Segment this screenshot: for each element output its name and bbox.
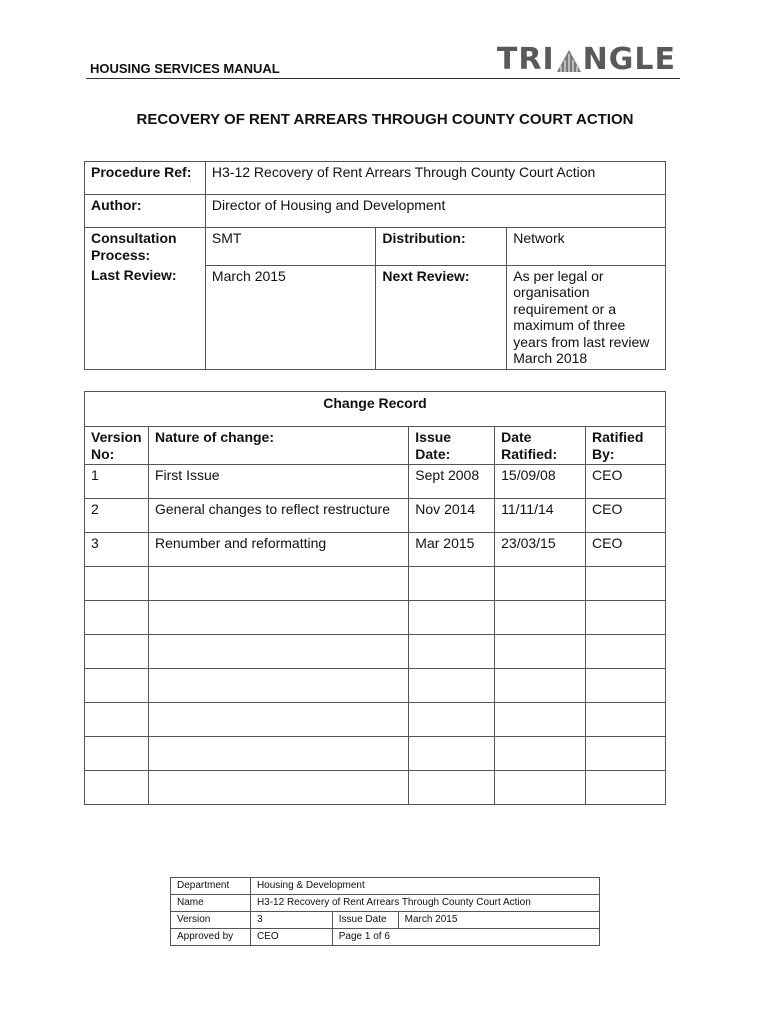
- next-review-value: As per legal or organisation requirement or a maximum of three years from last review March 2018: [507, 265, 666, 369]
- ratified-by-cell: CEO: [586, 465, 666, 499]
- empty-cell: [148, 601, 408, 635]
- date-ratified-cell: 15/09/08: [495, 465, 586, 499]
- consultation-value: SMT: [205, 228, 376, 266]
- department-label: Department: [171, 878, 251, 895]
- empty-cell: [409, 567, 495, 601]
- logo-triangle-icon: [556, 49, 582, 73]
- empty-row: [85, 601, 666, 635]
- next-review-label: Next Review:: [376, 265, 507, 369]
- footer-row-version: [171, 912, 600, 929]
- approved-by-value: CEO: [250, 929, 332, 946]
- empty-cell: [495, 703, 586, 737]
- empty-cell: [148, 635, 408, 669]
- department-value: Housing & Development: [250, 878, 599, 895]
- approved-by-label: Approved by: [171, 929, 251, 946]
- ratified-by-cell: CEO: [586, 499, 666, 533]
- date-ratified-cell: 23/03/15: [495, 533, 586, 567]
- logo-text-right: NGLE: [582, 42, 676, 77]
- empty-cell: [409, 737, 495, 771]
- meta-row-consultation: [85, 228, 666, 266]
- column-header: Version No:: [85, 427, 149, 465]
- empty-cell: [495, 737, 586, 771]
- empty-row: [85, 771, 666, 805]
- procedure-meta-table: [84, 161, 666, 370]
- change-record-table: [84, 391, 666, 805]
- nature-cell: Renumber and reformatting: [148, 533, 408, 567]
- version-label: Version: [171, 912, 251, 929]
- empty-cell: [85, 771, 149, 805]
- empty-row: [85, 635, 666, 669]
- empty-cell: [85, 567, 149, 601]
- empty-cell: [148, 771, 408, 805]
- empty-row: [85, 737, 666, 771]
- last-review-label: Last Review:: [85, 265, 206, 369]
- empty-cell: [85, 703, 149, 737]
- footer-row-approved: [171, 929, 600, 946]
- nature-cell: First Issue: [148, 465, 408, 499]
- empty-cell: [586, 635, 666, 669]
- page-header: [86, 38, 680, 79]
- version-value: 3: [250, 912, 332, 929]
- empty-row: [85, 669, 666, 703]
- document-title: RECOVERY OF RENT ARREARS THROUGH COUNTY COURT ACTION: [136, 111, 634, 128]
- issue-date-label: Issue Date: [332, 912, 398, 929]
- empty-cell: [85, 669, 149, 703]
- issue-date-value: March 2015: [398, 912, 599, 929]
- column-header: Issue Date:: [409, 427, 495, 465]
- change-record-title-row: [85, 392, 666, 427]
- page-number: Page 1 of 6: [332, 929, 599, 946]
- date-ratified-cell: 11/11/14: [495, 499, 586, 533]
- empty-cell: [409, 703, 495, 737]
- empty-cell: [85, 635, 149, 669]
- empty-cell: [495, 635, 586, 669]
- empty-cell: [586, 737, 666, 771]
- author-label: Author:: [85, 195, 206, 228]
- version-cell: 1: [85, 465, 149, 499]
- name-label: Name: [171, 895, 251, 912]
- procedure-ref-label: Procedure Ref:: [85, 162, 206, 195]
- empty-cell: [586, 669, 666, 703]
- author-value: Director of Housing and Development: [205, 195, 665, 228]
- footer-row-department: [171, 878, 600, 895]
- empty-cell: [586, 567, 666, 601]
- change-record-title: Change Record: [85, 392, 666, 427]
- version-cell: 3: [85, 533, 149, 567]
- nature-cell: General changes to reflect restructure: [148, 499, 408, 533]
- empty-cell: [148, 669, 408, 703]
- empty-cell: [586, 771, 666, 805]
- ratified-by-cell: CEO: [586, 533, 666, 567]
- issue-date-cell: Mar 2015: [409, 533, 495, 567]
- change-row: [85, 465, 666, 499]
- meta-row-review: [85, 265, 666, 369]
- meta-row-procedure-ref: [85, 162, 666, 195]
- logo-text-left: TRI: [496, 42, 555, 77]
- distribution-label: Distribution:: [376, 228, 507, 266]
- triangle-logo: [496, 42, 676, 77]
- empty-cell: [495, 601, 586, 635]
- column-header: Date Ratified:: [495, 427, 586, 465]
- column-header: Nature of change:: [148, 427, 408, 465]
- change-row: [85, 499, 666, 533]
- empty-row: [85, 703, 666, 737]
- empty-cell: [409, 635, 495, 669]
- empty-cell: [148, 737, 408, 771]
- empty-cell: [148, 703, 408, 737]
- empty-row: [85, 567, 666, 601]
- empty-cell: [85, 737, 149, 771]
- empty-cell: [586, 601, 666, 635]
- document-footer-table: [170, 877, 600, 946]
- change-row: [85, 533, 666, 567]
- manual-title: HOUSING SERVICES MANUAL: [90, 61, 280, 76]
- empty-cell: [409, 771, 495, 805]
- issue-date-cell: Sept 2008: [409, 465, 495, 499]
- name-value: H3-12 Recovery of Rent Arrears Through County Court Action: [250, 895, 599, 912]
- last-review-value: March 2015: [205, 265, 376, 369]
- empty-cell: [495, 771, 586, 805]
- issue-date-cell: Nov 2014: [409, 499, 495, 533]
- empty-cell: [148, 567, 408, 601]
- empty-cell: [495, 567, 586, 601]
- procedure-ref-value: H3-12 Recovery of Rent Arrears Through County Court Action: [205, 162, 665, 195]
- empty-cell: [409, 669, 495, 703]
- empty-cell: [85, 601, 149, 635]
- meta-row-author: [85, 195, 666, 228]
- footer-row-name: [171, 895, 600, 912]
- distribution-value: Network: [507, 228, 666, 266]
- empty-cell: [409, 601, 495, 635]
- empty-cell: [586, 703, 666, 737]
- version-cell: 2: [85, 499, 149, 533]
- change-record-header-row: [85, 427, 666, 465]
- consultation-label: Consultation Process:: [85, 228, 206, 266]
- column-header: Ratified By:: [586, 427, 666, 465]
- empty-cell: [495, 669, 586, 703]
